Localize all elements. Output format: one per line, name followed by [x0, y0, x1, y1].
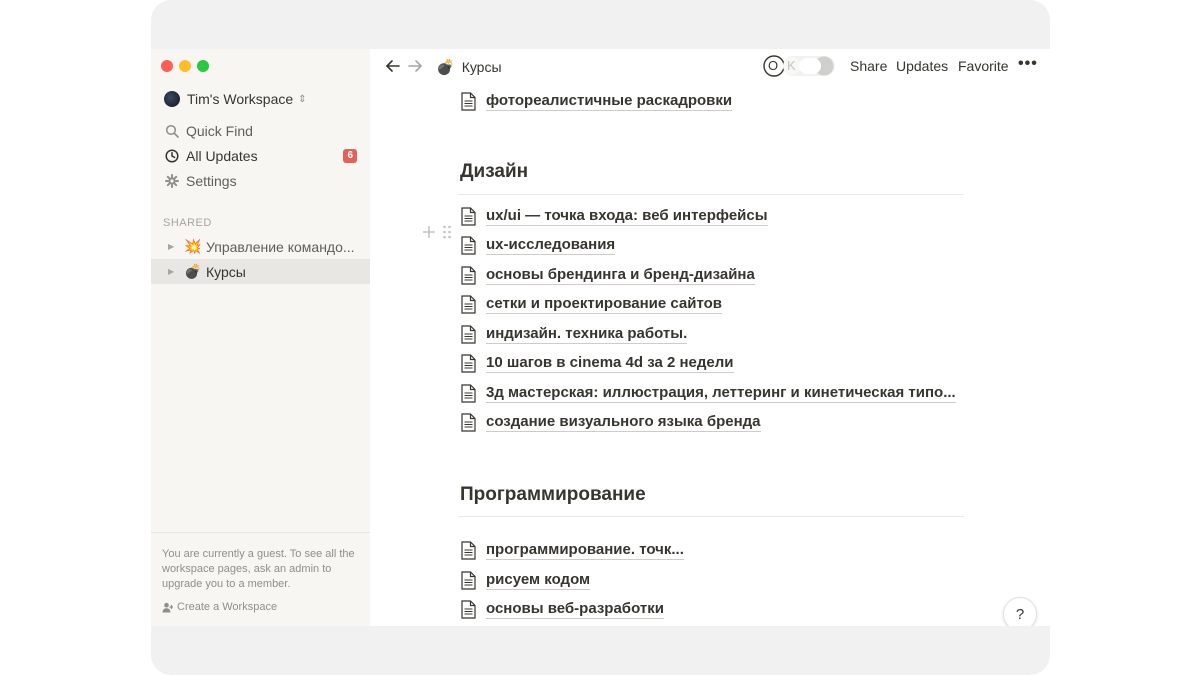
sidebar-page-label: Курсы — [206, 263, 246, 280]
document-icon — [460, 236, 477, 255]
expand-triangle-icon[interactable]: ▶ — [168, 242, 175, 251]
subpage-title: основы веб-разработки — [486, 599, 664, 617]
subpage-link[interactable] — [460, 349, 734, 377]
sidebar — [151, 49, 371, 626]
subpage-link[interactable] — [460, 379, 956, 407]
forward-arrow-icon[interactable] — [406, 57, 424, 75]
subpage-title: программирование. точк... — [486, 540, 684, 558]
breadcrumb[interactable] — [436, 58, 502, 76]
sidebar-page-team-management[interactable] — [151, 234, 370, 259]
subpage-title: индизайн. техника работы. — [486, 324, 688, 342]
subpage-link[interactable] — [460, 566, 590, 594]
toggle-k-label: K — [787, 58, 796, 73]
updates-count-badge: 6 — [343, 149, 357, 163]
minimize-window-button[interactable] — [179, 60, 191, 72]
guest-notice: You are currently a guest. To see all the workspace pages, ask an admin to upgrade you to a member. — [162, 548, 355, 590]
workspace-switcher[interactable] — [164, 91, 307, 107]
heading-divider — [458, 516, 964, 517]
page-emoji-icon: 💣 — [184, 263, 202, 279]
sidebar-item-label: Quick Find — [186, 122, 253, 139]
subpage-title: основы брендинга и бренд-дизайна — [486, 265, 755, 283]
subpage-title: фотореалистичные раскадровки — [486, 91, 733, 109]
document-icon — [460, 571, 477, 590]
subpage-title: 3д мастерская: иллюстрация, леттеринг и кинетическая типо... — [486, 383, 956, 401]
app-window — [151, 49, 1050, 626]
subpage-title: рисуем кодом — [486, 570, 591, 588]
document-icon — [460, 325, 477, 344]
subpage-link[interactable] — [460, 202, 768, 230]
sidebar-item-settings[interactable] — [151, 168, 370, 193]
sidebar-item-label: All Updates — [186, 147, 258, 164]
sidebar-item-all-updates[interactable] — [151, 143, 370, 168]
add-block-icon[interactable] — [422, 225, 436, 244]
document-icon — [460, 295, 477, 314]
toggle-o-label: O — [768, 58, 779, 73]
topbar — [370, 49, 1050, 83]
sidebar-item-quick-find[interactable] — [151, 118, 370, 143]
more-options-icon[interactable]: ••• — [1018, 55, 1038, 72]
window-controls — [161, 60, 209, 72]
clock-icon — [165, 149, 179, 163]
expand-triangle-icon[interactable]: ▶ — [168, 267, 175, 276]
maximize-window-button[interactable] — [197, 60, 209, 72]
subpage-link[interactable] — [460, 261, 755, 289]
sidebar-footer — [151, 532, 370, 626]
favorite-button[interactable]: Favorite — [958, 58, 1009, 74]
gear-icon — [165, 174, 179, 188]
help-button[interactable]: ? — [1003, 597, 1037, 626]
section-heading-design: Дизайн — [460, 161, 529, 182]
updates-button[interactable]: Updates — [896, 58, 949, 74]
heading-divider — [458, 194, 964, 195]
sidebar-item-label: Settings — [186, 172, 237, 189]
ok-toggle[interactable] — [763, 55, 837, 77]
section-heading-programming: Программирование — [460, 484, 646, 505]
document-icon — [460, 384, 477, 403]
document-icon — [460, 266, 477, 285]
create-workspace-label: Create a Workspace — [177, 601, 278, 613]
subpage-title: 10 шагов в cinema 4d за 2 недели — [486, 353, 734, 371]
page-content — [370, 83, 1050, 626]
subpage-link[interactable] — [460, 231, 615, 259]
share-button[interactable]: Share — [850, 58, 888, 74]
subpage-title: ux-исследования — [486, 235, 616, 253]
subpage-link[interactable] — [460, 536, 684, 564]
back-arrow-icon[interactable] — [384, 57, 402, 75]
create-workspace-link[interactable] — [162, 601, 277, 613]
document-icon — [460, 92, 477, 111]
block-controls — [422, 225, 452, 244]
subpage-title: ux/ui — точка входа: веб интерфейсы — [486, 206, 768, 224]
shared-section-label: SHARED — [163, 217, 212, 229]
breadcrumb-label: Курсы — [461, 59, 502, 75]
document-icon — [460, 207, 477, 226]
document-icon — [460, 600, 477, 619]
app-frame — [151, 0, 1050, 675]
subpage-title: создание визуального языка бренда — [486, 412, 761, 430]
document-icon — [460, 354, 477, 373]
sidebar-page-courses[interactable] — [151, 259, 370, 284]
user-add-icon — [162, 602, 173, 613]
page-emoji-icon: 💥 — [184, 238, 202, 254]
workspace-name: Tim's Workspace — [187, 91, 294, 107]
close-window-button[interactable] — [161, 60, 173, 72]
subpage-link[interactable] — [460, 408, 761, 436]
subpage-link[interactable] — [460, 290, 722, 318]
chevron-updown-icon: ⇕ — [298, 93, 307, 105]
subpage-link[interactable] — [460, 320, 687, 348]
document-icon — [460, 541, 477, 560]
subpage-link[interactable] — [460, 87, 732, 115]
subpage-link[interactable] — [460, 595, 664, 623]
subpage-title: сетки и проектирование сайтов — [486, 294, 723, 312]
drag-handle-icon[interactable] — [442, 225, 452, 244]
document-icon — [460, 413, 477, 432]
sidebar-page-label: Управление командо... — [206, 238, 355, 255]
workspace-avatar — [164, 91, 180, 107]
page-emoji-icon: 💣 — [436, 59, 455, 76]
search-icon — [165, 124, 179, 138]
